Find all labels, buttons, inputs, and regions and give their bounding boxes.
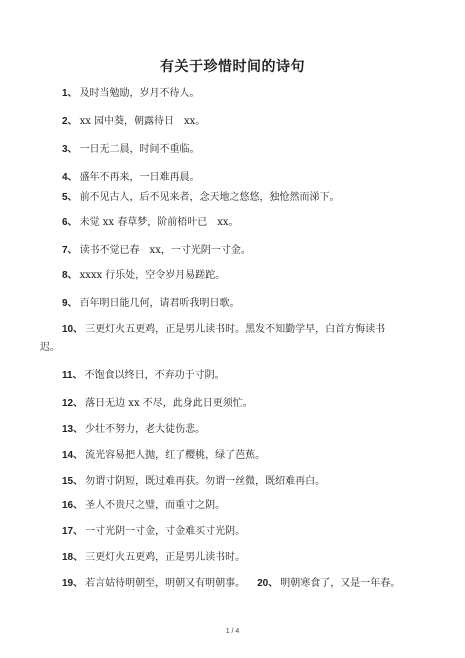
line-text: 前不见古人，后不见来者，念天地之悠悠，独怆然而涕下。 [79,192,340,203]
line-number: 4、 [62,172,78,183]
poem-line-8 [62,268,422,284]
line-text: 落日无边 xx 不尽，此身此日更须忙。 [85,398,253,409]
poem-line-10 [62,322,422,338]
poem-line-4 [62,170,422,186]
line-number: 2、 [62,116,78,127]
poem-line-2 [62,114,422,130]
poem-line-7 [62,243,422,259]
poem-line-3 [62,142,422,158]
line-text: 三更灯火五更鸡，正是男儿读书时。黑发不知勤学早，白首方悔读书 [85,324,386,335]
line-text: 流光容易把人抛，红了樱桃，绿了芭蕉。 [85,450,266,461]
line-number: 18、 [62,552,84,563]
line-number: 6、 [62,217,78,228]
line-text: 一寸光阴一寸金，寸金难买寸光阴。 [85,526,246,537]
line-number: 13、 [62,424,84,435]
line-number: 8、 [62,270,78,281]
poem-line-12 [62,396,422,412]
poem-line-16 [62,498,422,514]
line-number: 3、 [62,144,78,155]
poem-line-13 [62,422,422,438]
poem-line-18 [62,550,422,566]
poem-line-11 [62,368,422,384]
line-text: 未觉 xx 春草梦，阶前梧叶已 xx。 [79,217,239,228]
line-number: 10、 [62,324,84,335]
line-text: 盛年不再来，一日难再晨。 [79,172,200,183]
poem-line-1 [62,86,422,102]
line-text: 百年明日能几何，请君听我明日歌。 [79,298,240,309]
line-number: 5、 [62,192,78,203]
line-number: 9、 [62,298,78,309]
document-title: 有关于珍惜时间的诗句 [160,59,305,75]
line-number: 12、 [62,398,84,409]
poem-line-5 [62,190,422,206]
line-text: 若言姑待明朝至，明朝又有明朝事。 [85,578,246,589]
line-number: 1、 [62,88,78,99]
poem-line-9 [62,296,422,312]
poem-line-19-20 [62,576,422,592]
poem-line-15 [62,474,422,490]
line-number: 17、 [62,526,84,537]
line-number: 16、 [62,500,84,511]
line-number: 19、 [62,578,84,589]
line-text: xxxx 行乐处，空令岁月易蹉跎。 [79,270,226,281]
page-number: 1 / 4 [225,628,240,635]
line-number: 20、 [257,578,279,589]
line-text: 明朝寒食了，又是一年春。 [280,578,401,589]
line-text: 少壮不努力，老大徒伤悲。 [85,424,206,435]
line-number: 15、 [62,476,84,487]
line-number: 11、 [62,370,83,381]
line-text: 读书不觉已春 xx，一寸光阴一寸金。 [79,245,251,256]
poem-line-14 [62,448,422,464]
poem-line-10-continuation: 迟。 [40,342,60,353]
line-number: 14、 [62,450,84,461]
line-text: 三更灯火五更鸡，正是男儿读书时。 [85,552,246,563]
line-text: 一日无二晨，时间不重临。 [79,144,200,155]
line-text: 及时当勉励，岁月不待人。 [79,88,200,99]
line-text: 勿谓寸阴短，既过难再获。勿谓一丝微，既绍难再白。 [85,476,326,487]
line-text: 不饱食以终日，不弃功于寸阴。 [84,370,225,381]
line-text: xx 园中葵，朝露待日 xx。 [79,116,206,127]
poem-line-6 [62,215,422,231]
poem-line-17 [62,524,422,540]
line-number: 7、 [62,245,78,256]
line-text: 圣人不贵尺之璧，而重寸之阴。 [85,500,226,511]
